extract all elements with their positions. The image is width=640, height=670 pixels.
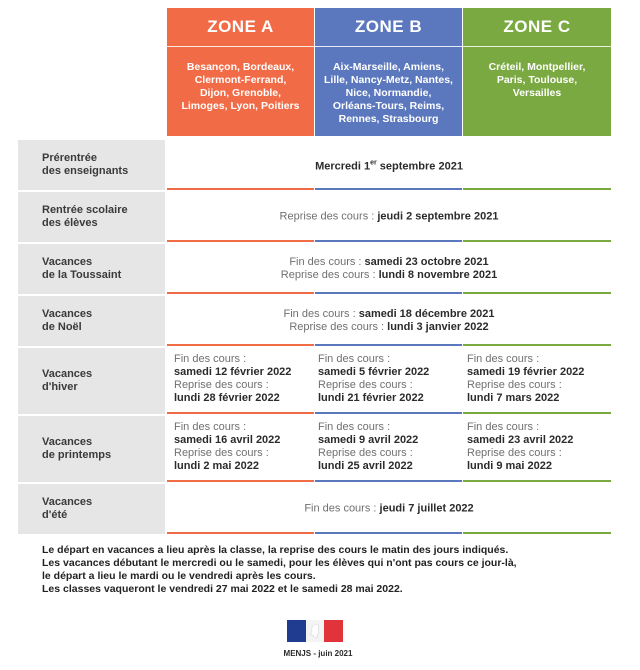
date-text: septembre 2021 xyxy=(376,160,463,173)
end-value: samedi 19 février 2022 xyxy=(467,366,585,378)
resume-value: lundi 7 mars 2022 xyxy=(467,392,560,404)
footnote-line: Les classes vaqueront le vendredi 27 mai 2022 et le samedi 28 mai 2022. xyxy=(42,583,403,595)
row-noel xyxy=(18,296,611,346)
row-content xyxy=(167,192,611,242)
end-value: samedi 18 décembre 2021 xyxy=(358,308,495,320)
zone-b-cell xyxy=(318,353,429,405)
zone-a-cell xyxy=(174,421,280,473)
resume-prefix: Reprise des cours : xyxy=(318,447,413,459)
row-label xyxy=(18,244,165,294)
row-label-line: de printemps xyxy=(42,449,112,461)
footnote xyxy=(42,544,602,596)
row-content xyxy=(167,484,611,534)
resume-value: lundi 25 avril 2022 xyxy=(318,460,413,472)
row-content xyxy=(167,348,611,414)
row-label xyxy=(18,348,165,414)
resume-value: lundi 8 novembre 2021 xyxy=(378,269,498,281)
resume-prefix: Reprise des cours : xyxy=(174,447,269,459)
zone-c-header xyxy=(463,8,611,136)
zone-divider xyxy=(167,532,611,534)
end-prefix: Fin des cours : xyxy=(174,353,247,365)
row-label xyxy=(18,416,165,482)
row-label xyxy=(18,296,165,346)
end-value: samedi 23 octobre 2021 xyxy=(364,256,489,268)
marianne-logo-icon xyxy=(287,620,343,642)
row-label-line: des élèves xyxy=(42,217,98,229)
rentree-date xyxy=(167,211,611,224)
zone-divider xyxy=(167,240,611,242)
zone-c-city-line: Créteil, Montpellier, xyxy=(488,61,586,73)
zone-a-city-line: Besançon, Bordeaux, xyxy=(186,61,295,73)
zone-c-cell xyxy=(467,421,573,473)
row-label-line: Vacances xyxy=(42,308,93,320)
row-hiver xyxy=(18,348,611,414)
row-label-line: Rentrée scolaire xyxy=(42,204,128,216)
zone-b-title: ZONE B xyxy=(315,8,462,47)
row-content xyxy=(167,296,611,346)
zone-b-cities xyxy=(315,47,462,126)
end-value: samedi 23 avril 2022 xyxy=(467,434,574,446)
end-prefix: Fin des cours : xyxy=(467,353,540,365)
end-prefix: Fin des cours : xyxy=(174,421,247,433)
resume-prefix: Reprise des cours : xyxy=(174,379,269,391)
end-value: samedi 9 avril 2022 xyxy=(318,434,419,446)
end-prefix: Fin des cours : xyxy=(289,256,365,268)
zone-a-header xyxy=(167,8,314,136)
footnote-line: Les vacances débutant le mercredi ou le samedi, pour les élèves qui n'ont pas cours ce jour-là, xyxy=(42,557,517,569)
zone-b-city-line: Lille, Nancy-Metz, Nantes, xyxy=(324,74,453,86)
resume-prefix: Reprise des cours : xyxy=(467,379,562,391)
zone-divider xyxy=(167,344,611,346)
end-value: samedi 12 février 2022 xyxy=(174,366,292,378)
row-label xyxy=(18,484,165,534)
zone-b-city-line: Rennes, Strasbourg xyxy=(338,113,439,125)
zone-a-cities xyxy=(167,47,314,113)
end-value: samedi 16 avril 2022 xyxy=(174,434,281,446)
resume-value: lundi 2 mai 2022 xyxy=(174,460,259,472)
noel-dates xyxy=(167,308,611,334)
zone-divider xyxy=(167,292,611,294)
row-label-line: Vacances xyxy=(42,496,93,508)
resume-prefix: Reprise des cours : xyxy=(318,379,413,391)
credit-text: MENJS - juin 2021 xyxy=(283,649,353,658)
date-text: Mercredi 1 xyxy=(315,160,371,173)
row-toussaint xyxy=(18,244,611,294)
zone-divider xyxy=(167,412,611,414)
zone-c-title: ZONE C xyxy=(463,8,611,47)
end-value: samedi 5 février 2022 xyxy=(318,366,430,378)
resume-value: lundi 21 février 2022 xyxy=(318,392,424,404)
zone-a-city-line: Dijon, Grenoble, xyxy=(199,87,282,99)
row-label-line: d'hiver xyxy=(42,381,78,393)
date-prefix: Fin des cours : xyxy=(304,502,380,515)
date-value: jeudi 2 septembre 2021 xyxy=(377,210,499,223)
zone-b-cell xyxy=(318,421,418,473)
zone-divider xyxy=(167,188,611,190)
resume-prefix: Reprise des cours : xyxy=(467,447,562,459)
row-label-line: Prérentrée xyxy=(42,152,98,164)
row-label-line: de Noël xyxy=(42,321,82,333)
row-label xyxy=(18,192,165,242)
end-prefix: Fin des cours : xyxy=(467,421,540,433)
toussaint-dates xyxy=(167,256,611,282)
zone-c-cities xyxy=(463,47,611,100)
date-prefix: Reprise des cours : xyxy=(279,210,378,223)
resume-prefix: Reprise des cours : xyxy=(280,269,379,281)
zone-c-city-line: Paris, Toulouse, xyxy=(496,74,578,86)
row-printemps xyxy=(18,416,611,482)
zone-b-city-line: Aix-Marseille, Amiens, xyxy=(332,61,445,73)
row-label-line: d'été xyxy=(42,509,68,521)
zone-a-title: ZONE A xyxy=(167,8,314,47)
row-label-line: de la Toussaint xyxy=(42,269,122,281)
footnote-line: Le départ en vacances a lieu après la classe, la reprise des cours le matin des jours indiqués. xyxy=(42,544,509,556)
zone-b-city-line: Orléans-Tours, Reims, xyxy=(332,100,445,112)
row-content xyxy=(167,416,611,482)
resume-prefix: Reprise des cours : xyxy=(289,321,388,333)
end-prefix: Fin des cours : xyxy=(318,421,391,433)
footnote-line: le départ a lieu le mardi ou le vendredi après les cours. xyxy=(42,570,316,582)
zone-a-city-line: Clermont-Ferrand, xyxy=(194,74,287,86)
row-ete xyxy=(18,484,611,534)
row-label xyxy=(18,140,165,190)
zone-b-header xyxy=(315,8,462,136)
row-content xyxy=(167,244,611,294)
row-content xyxy=(167,140,611,190)
end-prefix: Fin des cours : xyxy=(318,353,391,365)
zone-c-city-line: Versailles xyxy=(512,87,562,99)
zone-c-cell xyxy=(467,353,584,405)
row-label-line: Vacances xyxy=(42,368,93,380)
ete-date xyxy=(167,503,611,516)
row-label-line: Vacances xyxy=(42,256,93,268)
row-rentree xyxy=(18,192,611,242)
zone-divider xyxy=(167,480,611,482)
resume-value: lundi 3 janvier 2022 xyxy=(387,321,489,333)
resume-value: lundi 28 février 2022 xyxy=(174,392,280,404)
zone-a-cell xyxy=(174,353,291,405)
marianne-profile-icon xyxy=(307,623,323,639)
zone-b-city-line: Nice, Normandie, xyxy=(345,87,432,99)
end-prefix: Fin des cours : xyxy=(283,308,359,320)
resume-value: lundi 9 mai 2022 xyxy=(467,460,552,472)
row-prerentree xyxy=(18,140,611,190)
zone-a-city-line: Limoges, Lyon, Poitiers xyxy=(181,100,300,112)
date-superscript: er xyxy=(370,159,377,167)
row-label-line: des enseignants xyxy=(42,165,129,177)
row-label-line: Vacances xyxy=(42,436,93,448)
date-value: jeudi 7 juillet 2022 xyxy=(379,502,474,515)
prerentree-date xyxy=(167,157,611,174)
